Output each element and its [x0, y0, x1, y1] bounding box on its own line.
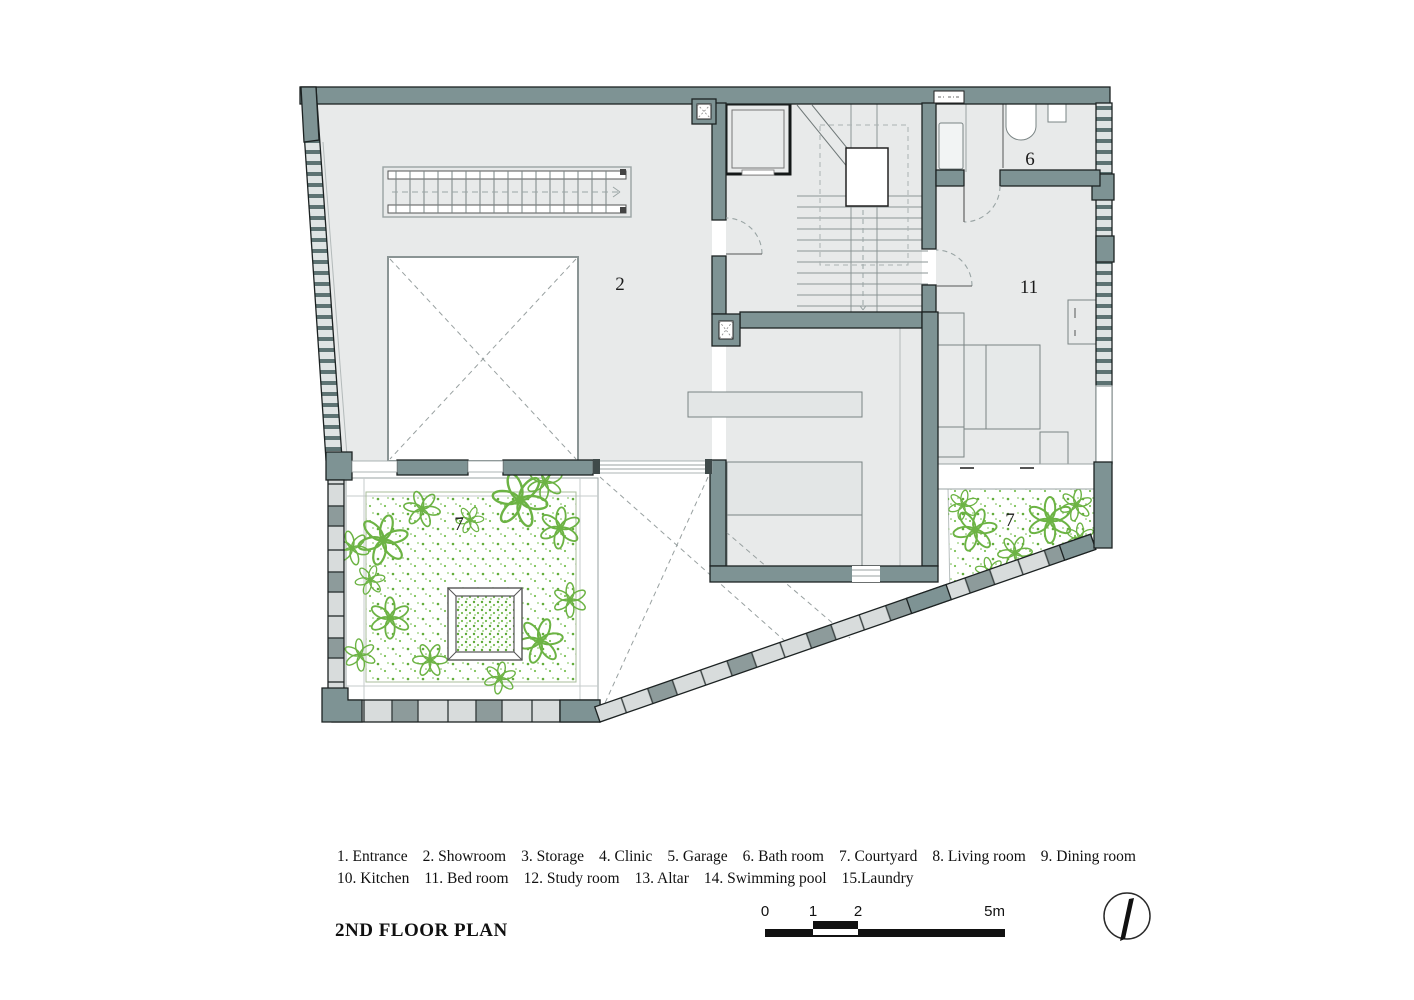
legend-item: 11. Bed room [424, 870, 509, 887]
legend-item: 1. Entrance [337, 848, 408, 865]
label-bed-room: 11 [1019, 277, 1039, 298]
scale-tick-1: 1 [808, 903, 818, 920]
elevator [726, 104, 790, 175]
legend-row-2 [337, 868, 1177, 890]
courtyard-left [331, 462, 598, 700]
legend-item: 2. Showroom [422, 848, 507, 865]
legend-item: 9. Dining room [1040, 848, 1136, 865]
scale-bar [761, 903, 1005, 937]
legend-item: 6. Bath room [742, 848, 824, 865]
scale-tick-2: 2 [853, 903, 863, 920]
label-showroom: 2 [615, 274, 625, 295]
legend-item: 3. Storage [521, 848, 584, 865]
legend-item: 15.Laundry [841, 870, 914, 887]
legend-item: 12. Study room [523, 870, 620, 887]
legend-item: 7. Courtyard [839, 848, 918, 865]
legend-item: 4. Clinic [598, 848, 653, 865]
void-opening [388, 257, 578, 461]
label-bath-room: 6 [1025, 149, 1035, 170]
label-courtyard-left: 7 [454, 514, 464, 535]
label-courtyard-right: 7 [1005, 510, 1015, 531]
legend-item: 10. Kitchen [337, 870, 410, 887]
central-planter [448, 588, 522, 660]
legend [337, 846, 1177, 890]
legend-item: 5. Garage [667, 848, 728, 865]
scale-tick-0: 0 [760, 903, 770, 920]
legend-row-1 [337, 846, 1177, 868]
legend-item: 14. Swimming pool [703, 870, 827, 887]
scale-tick-5m: 5m [984, 903, 1005, 920]
legend-item: 8. Living room [932, 848, 1026, 865]
north-arrow [1104, 893, 1150, 941]
legend-item: 13. Altar [634, 870, 689, 887]
page-title: 2ND FLOOR PLAN [335, 920, 508, 941]
